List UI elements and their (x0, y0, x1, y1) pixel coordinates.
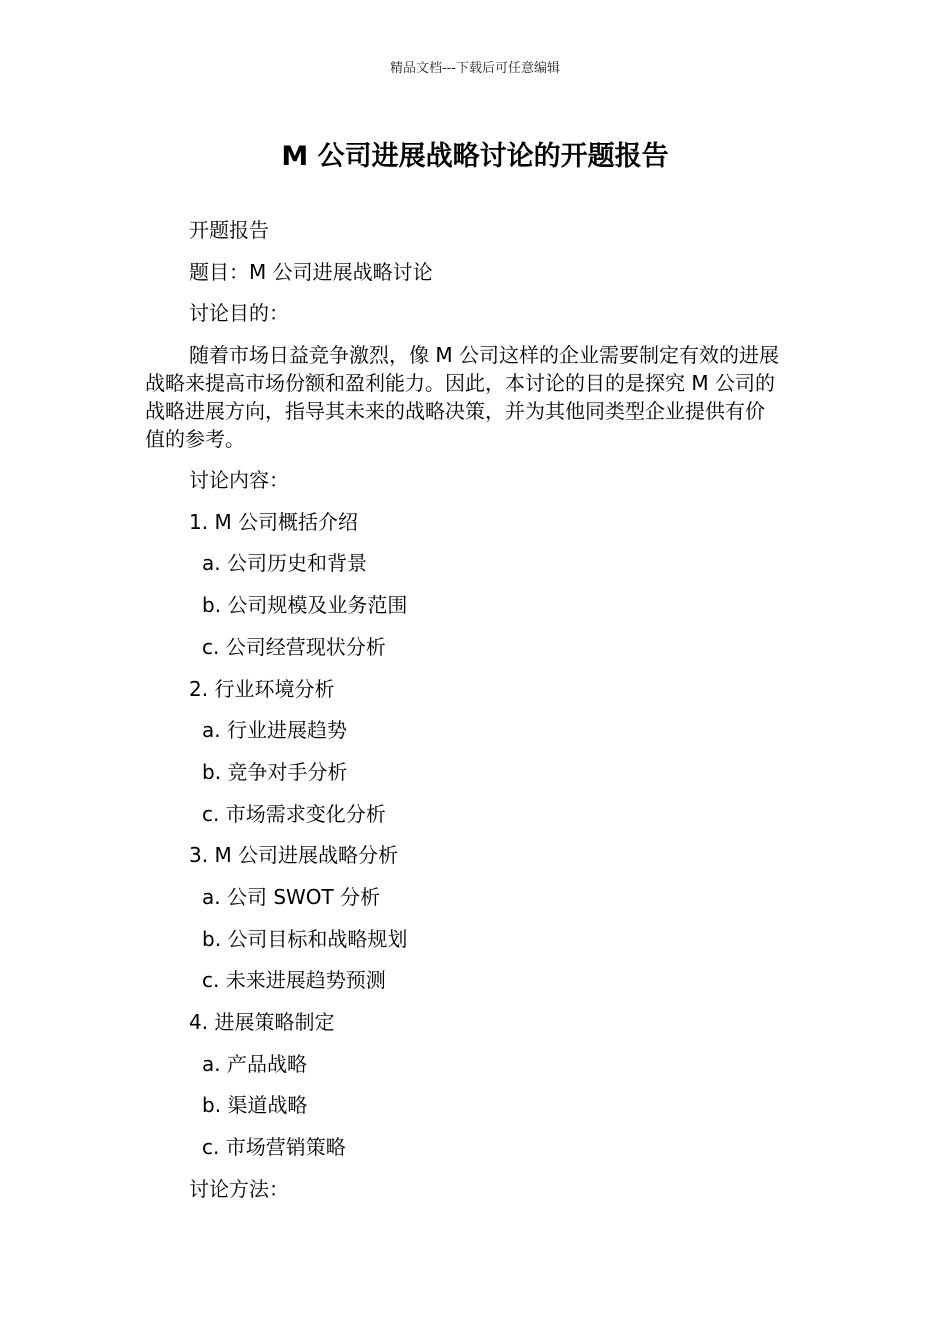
method-heading: 讨论方法： (189, 1176, 289, 1201)
section-item: b. 公司目标和战略规划 (202, 926, 408, 951)
section-heading: 3. M 公司进展战略分析 (189, 843, 399, 868)
section-item: a. 产品战略 (202, 1051, 307, 1076)
section-item: c. 市场营销策略 (202, 1135, 346, 1160)
section-item: a. 公司 SWOT 分析 (202, 884, 381, 909)
section-item: c. 未来进展趋势预测 (202, 968, 386, 993)
section-item: a. 公司历史和背景 (202, 551, 367, 576)
section-item: c. 公司经营现状分析 (202, 634, 386, 659)
topic-line: 题目：M 公司进展战略讨论 (189, 259, 433, 284)
page-header-note: 精品文档---下载后可任意编辑 (389, 61, 561, 76)
report-label: 开题报告 (189, 218, 269, 242)
purpose-line: 战略来提高市场份额和盈利能力。因此，本讨论的目的是探究 M 公司的 (145, 371, 775, 396)
section-heading: 2. 行业环境分析 (189, 676, 335, 701)
purpose-paragraph (145, 341, 805, 453)
section-heading: 4. 进展策略制定 (189, 1010, 335, 1034)
section-item: b. 竞争对手分析 (202, 759, 348, 784)
section-heading: 1. M 公司概括介绍 (189, 509, 359, 534)
purpose-line: 随着市场日益竞争激烈，像 M 公司这样的企业需要制定有效的进展 (189, 343, 779, 368)
section-item: c. 市场需求变化分析 (202, 801, 386, 826)
purpose-heading: 讨论目的： (189, 301, 289, 326)
document-title: M 公司进展战略讨论的开题报告 (281, 141, 669, 172)
section-item: a. 行业进展趋势 (202, 718, 347, 743)
content-heading: 讨论内容： (189, 468, 289, 493)
purpose-line: 值的参考。 (145, 427, 245, 452)
purpose-line: 战略进展方向，指导其未来的战略决策，并为其他同类型企业提供有价 (145, 399, 765, 424)
section-item: b. 公司规模及业务范围 (202, 593, 408, 618)
document-body (145, 216, 805, 1216)
section-item: b. 渠道战略 (202, 1093, 308, 1118)
